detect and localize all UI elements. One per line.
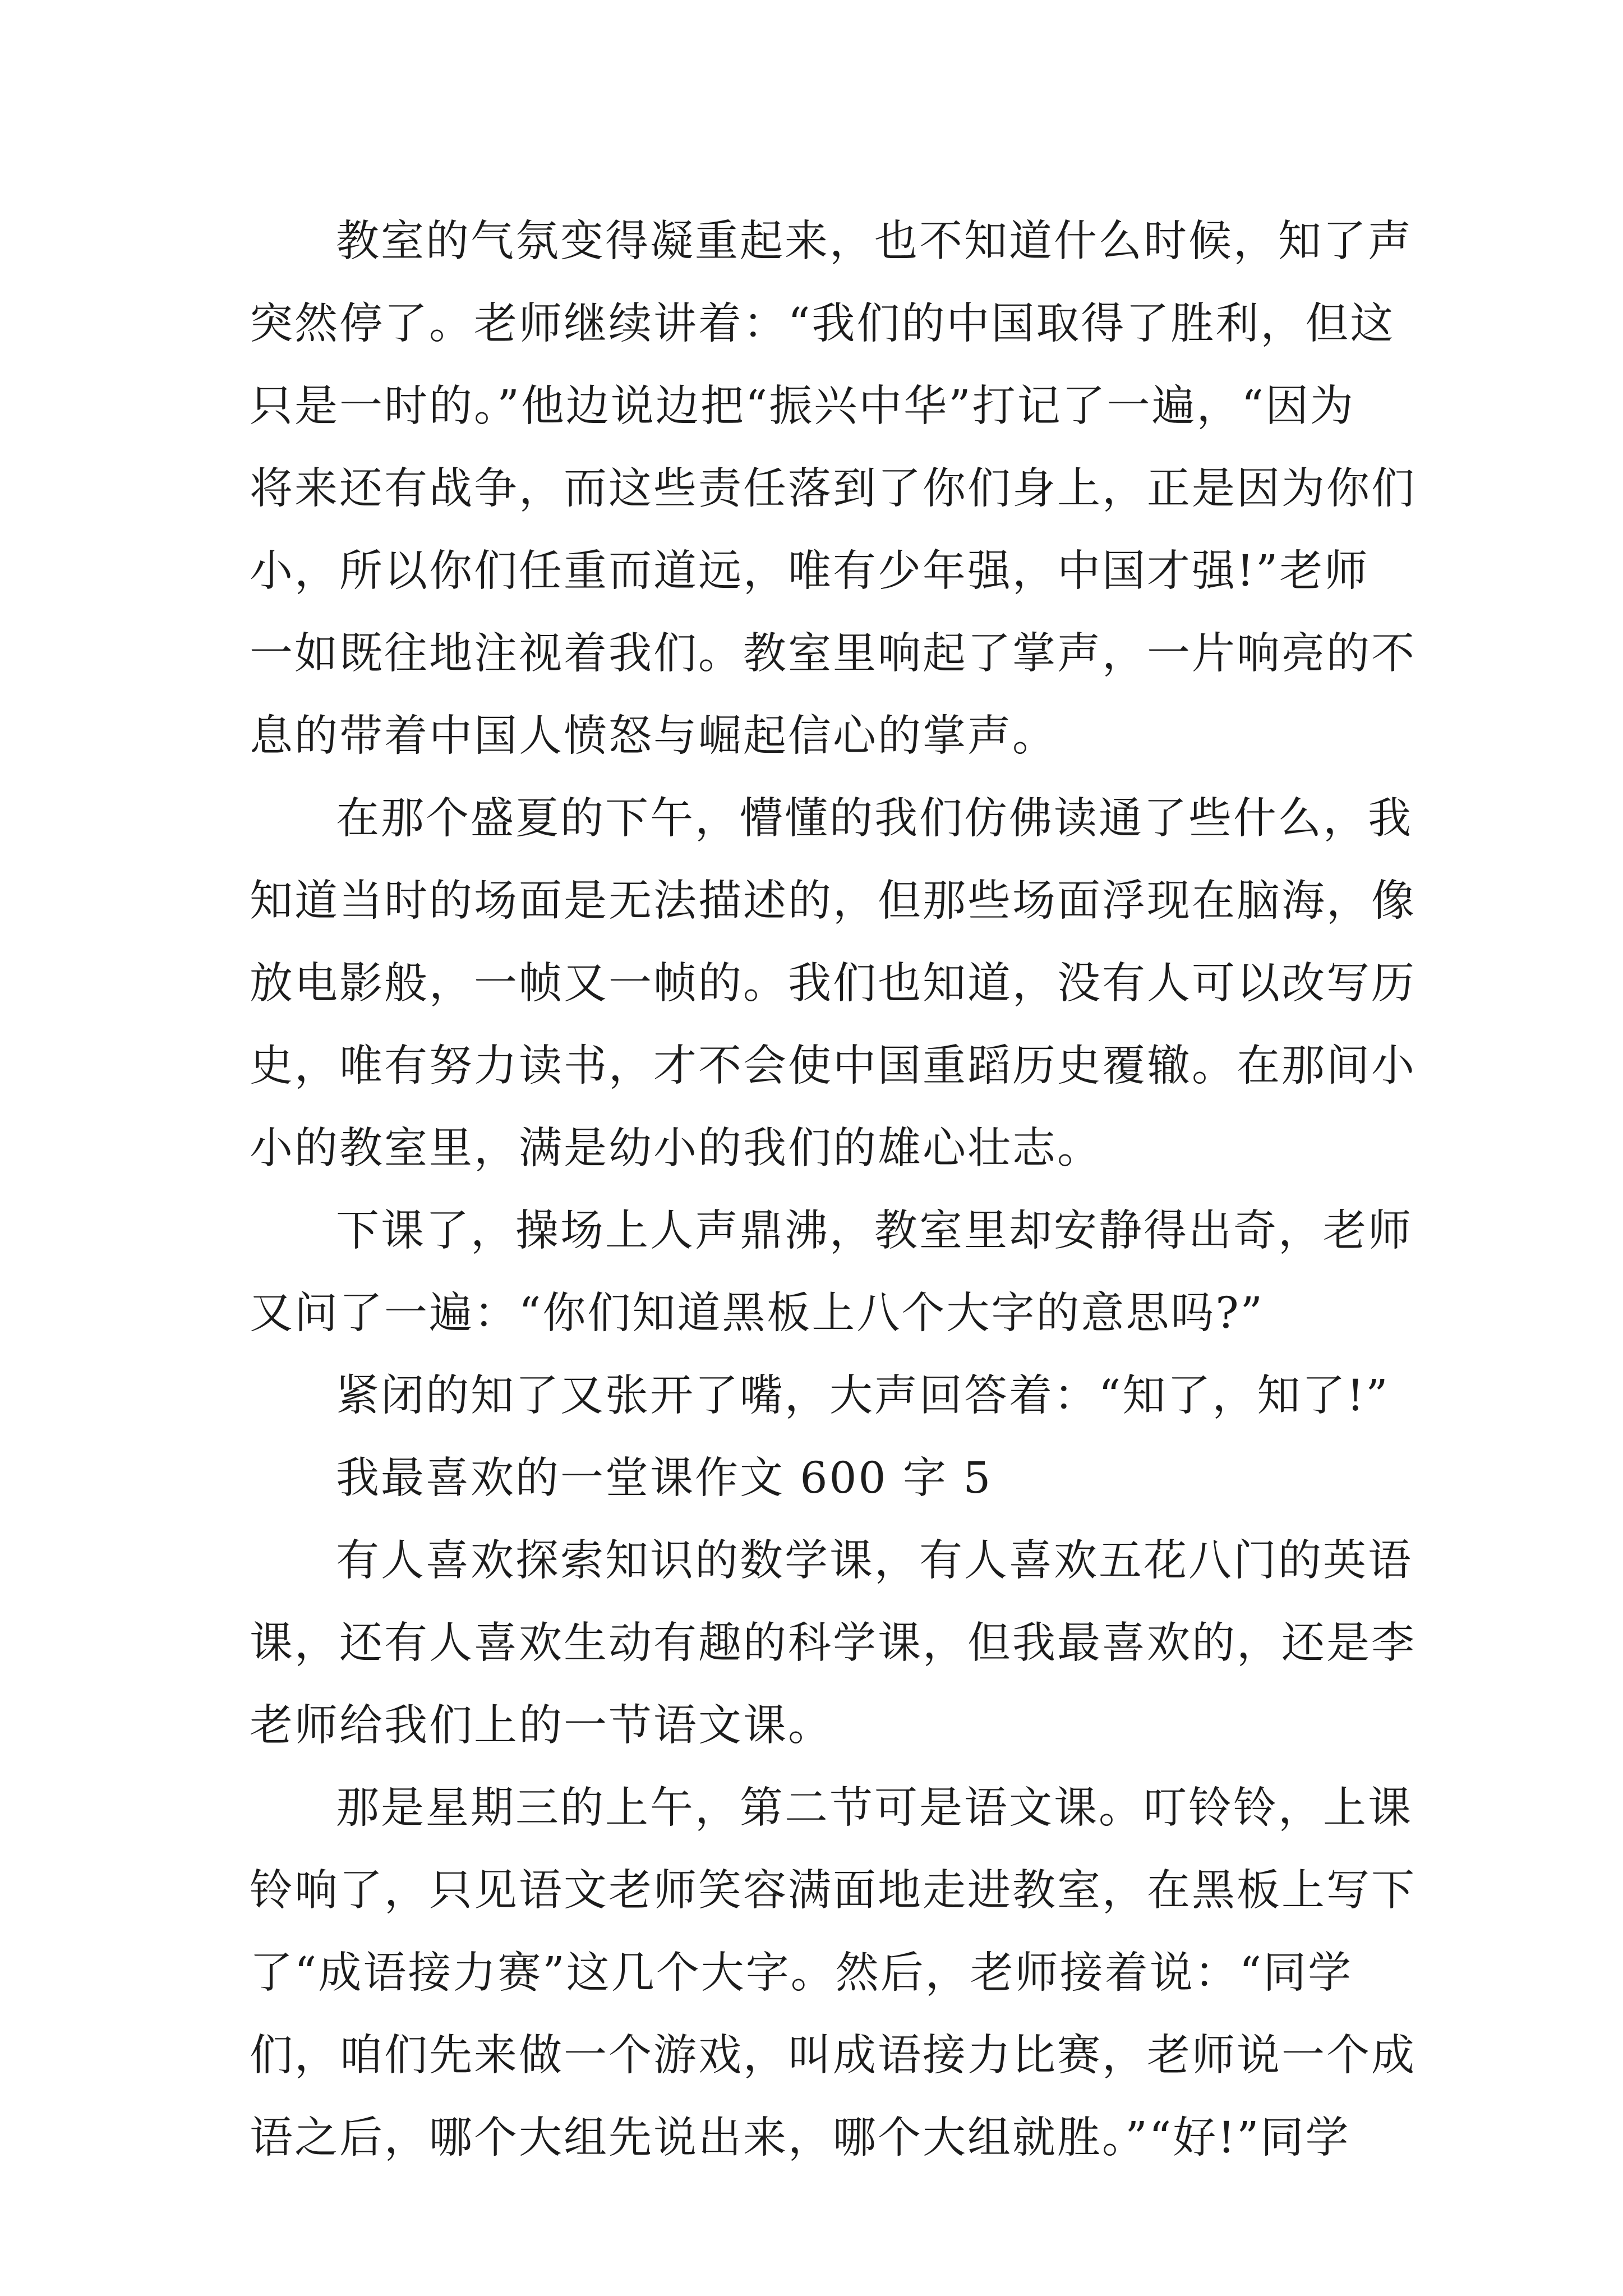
text-line: 放电影般，一帧又一帧的。我们也知道，没有人可以改写历 [250,959,1416,1009]
text-line: 又问了一遍：“你们知道黑板上八个大字的意思吗?” [250,1289,1265,1338]
text-line: 史，唯有努力读书，才不会使中国重蹈历史覆辙。在那间小 [250,1041,1416,1091]
text-line: 语之后，哪个大组先说出来，哪个大组就胜。”“好!”同学 [250,2113,1350,2163]
essay-heading: 我最喜欢的一堂课作文 600 字 5 [336,1453,993,1503]
text-line: 老师给我们上的一节语文课。 [250,1701,833,1751]
text-line: 铃响了，只见语文老师笑容满面地走进教室，在黑板上写下 [250,1866,1416,1916]
text-line: 那是星期三的上午，第二节可是语文课。叮铃铃，上课 [336,1783,1413,1833]
text-line: 们，咱们先来做一个游戏，叫成语接力比赛，老师说一个成 [250,2031,1416,2081]
text-line: 紧闭的知了又张开了嘴，大声回答着：“知了，知了!” [336,1371,1390,1421]
text-line: 在那个盛夏的下午，懵懂的我们仿佛读通了些什么，我 [336,794,1413,844]
text-line: 教室的气氛变得凝重起来，也不知道什么时候，知了声 [336,217,1413,266]
text-line: 了“成语接力赛”这几个大字。然后，老师接着说：“同学 [250,1948,1353,1998]
text-line: 小，所以你们任重而道远，唯有少年强，中国才强!”老师 [250,546,1370,596]
text-line: 息的带着中国人愤怒与崛起信心的掌声。 [250,711,1057,761]
text-line: 知道当时的场面是无法描述的，但那些场面浮现在脑海，像 [250,876,1416,926]
essay-body [250,200,1416,2179]
text-line: 课，还有人喜欢生动有趣的科学课，但我最喜欢的，还是李 [250,1618,1416,1668]
text-line: 一如既往地注视着我们。教室里响起了掌声，一片响亮的不 [250,629,1416,679]
text-line: 只是一时的。”他边说边把“振兴中华”打记了一遍，“因为 [250,381,1355,431]
text-line: 将来还有战争，而这些责任落到了你们身上，正是因为你们 [250,464,1416,514]
text-line: 突然停了。老师继续讲着：“我们的中国取得了胜利，但这 [250,299,1395,349]
text-line: 小的教室里，满是幼小的我们的雄心壮志。 [250,1124,1102,1174]
text-line: 有人喜欢探索知识的数学课，有人喜欢五花八门的英语 [336,1536,1413,1586]
text-line: 下课了，操场上人声鼎沸，教室里却安静得出奇，老师 [336,1206,1413,1256]
